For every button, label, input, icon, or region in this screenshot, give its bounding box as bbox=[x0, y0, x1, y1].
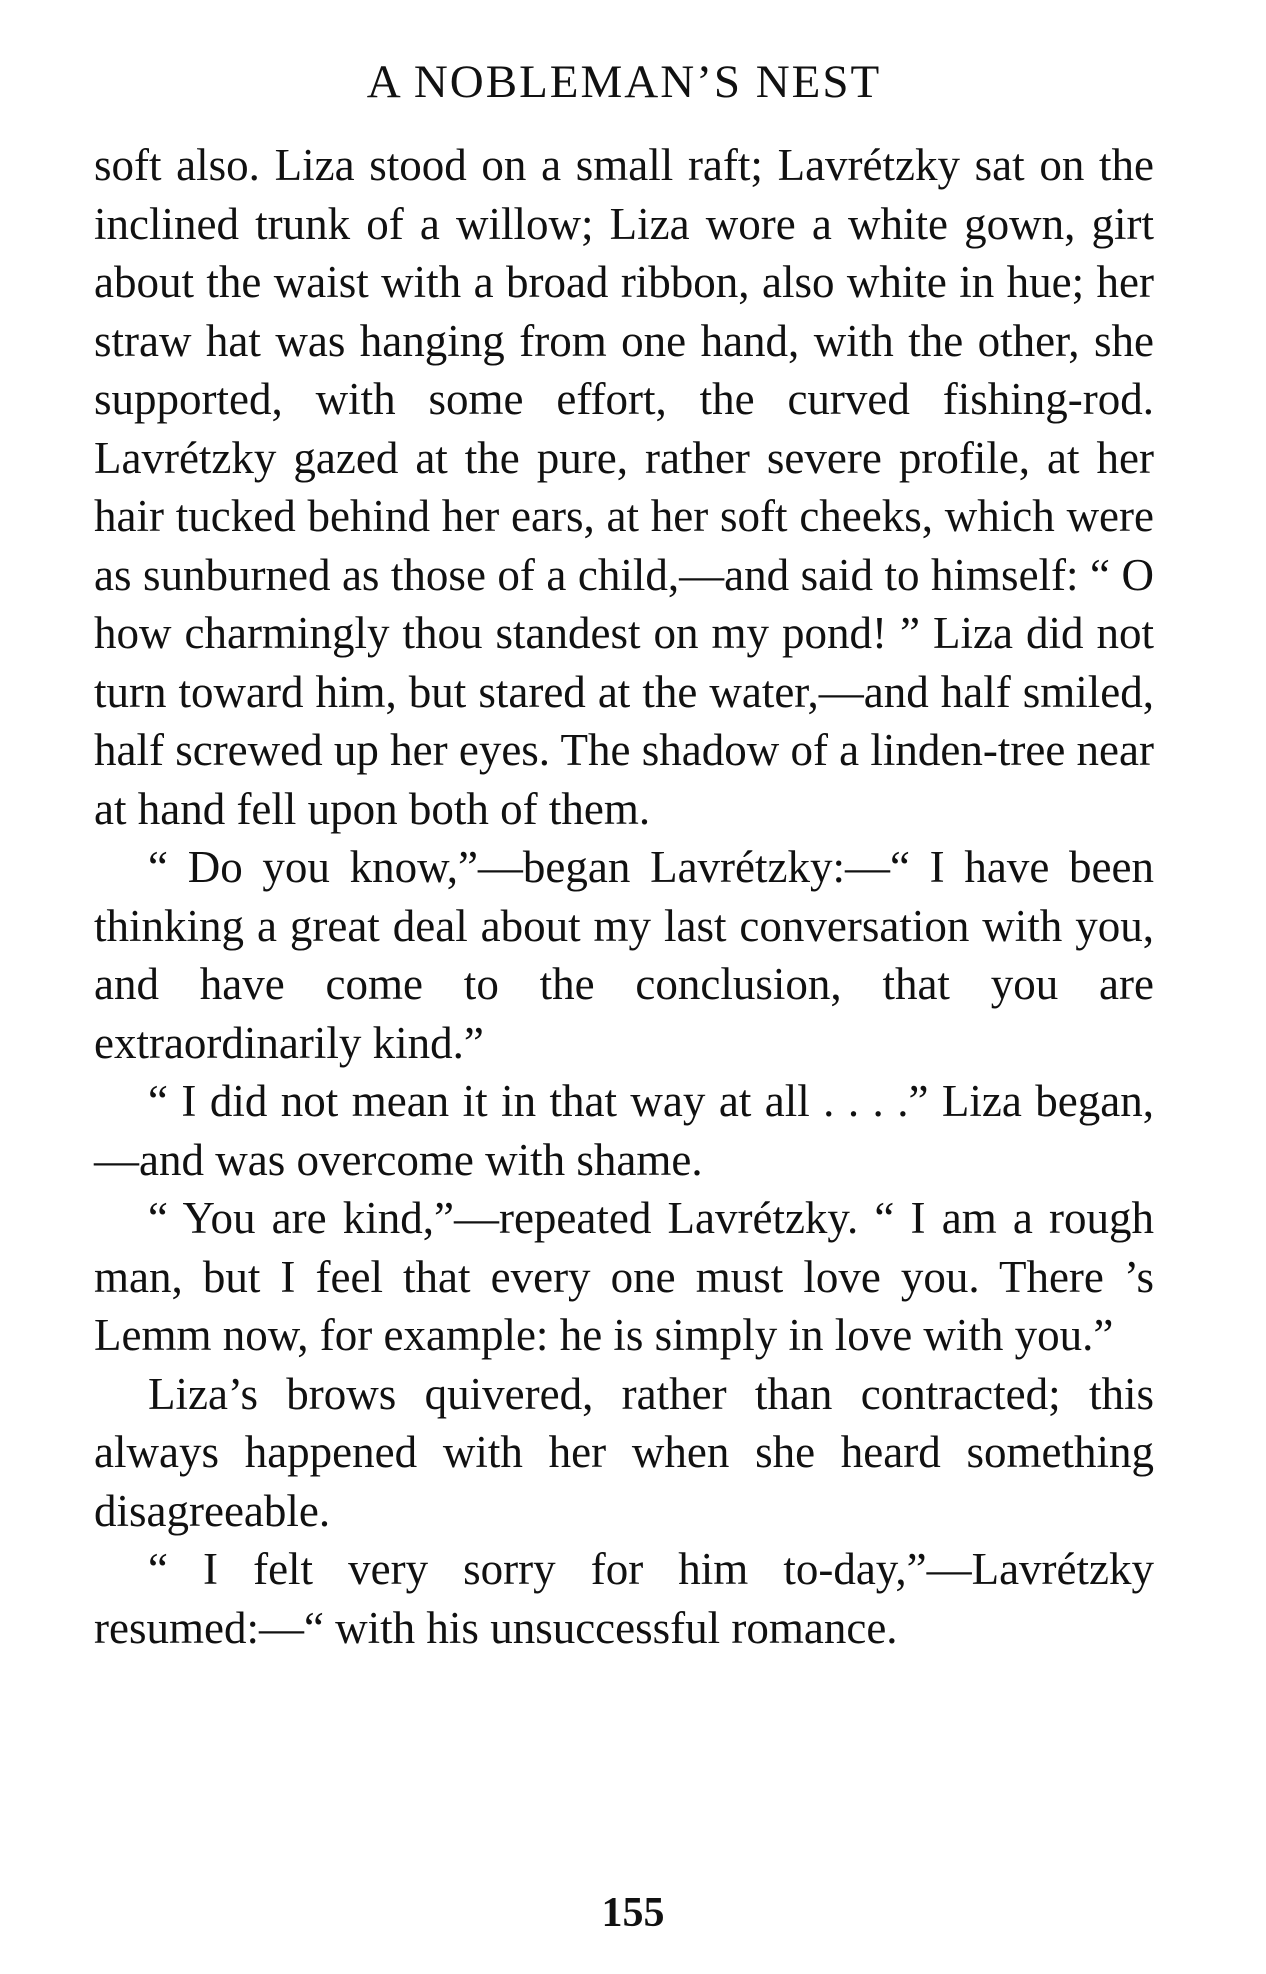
paragraph-2: “ Do you know,”—began Lavrétzky:—“ I have been thinking a great deal about my last conversation with you, and have come to the conclusion, that you are extraordinarily kind.” bbox=[94, 842, 1154, 1068]
book-page bbox=[94, 54, 1154, 1657]
running-head: A NOBLEMAN’S NEST bbox=[366, 56, 882, 108]
paragraph-5: Liza’s brows quivered, rather than contracted; this always happened with her when she heard something disagreeable. bbox=[94, 1368, 1154, 1536]
paragraph-4: “ You are kind,”—repeated Lavrétzky. “ I am a rough man, but I feel that every one must love you. There ’s Lemm now, for example: he is simply in love with you.” bbox=[94, 1193, 1154, 1360]
paragraph-6: “ I felt very sorry for him to-day,”—Lavrétzky resumed:—“ with his unsuccessful romance. bbox=[94, 1544, 1154, 1653]
page-number: 155 bbox=[601, 1890, 665, 1936]
body-text bbox=[94, 136, 1154, 1657]
paragraph-1: soft also. Liza stood on a small raft; Lavrétzky sat on the inclined trunk of a willow; Liza wore a white gown, girt about the waist with a broad ribbon, also white in hue; her straw hat was hanging from one hand, with the other, she supported, with some effort, the curved fishing-rod. Lavrétzky gazed at the pure, rather severe profile, at her hair tucked behind her ears, at her soft cheeks, which were as sunburned as those of a child,—and said to himself: “ O how charmingly thou standest on my pond! ” Liza did not turn toward him, but stared at the water,—and half smiled, half screwed up her eyes. The shadow of a linden-tree near at hand fell upon both of them. bbox=[94, 140, 1154, 834]
paragraph-3: “ I did not mean it in that way at all . . . .” Liza began,—and was overcome with shame. bbox=[94, 1076, 1154, 1185]
